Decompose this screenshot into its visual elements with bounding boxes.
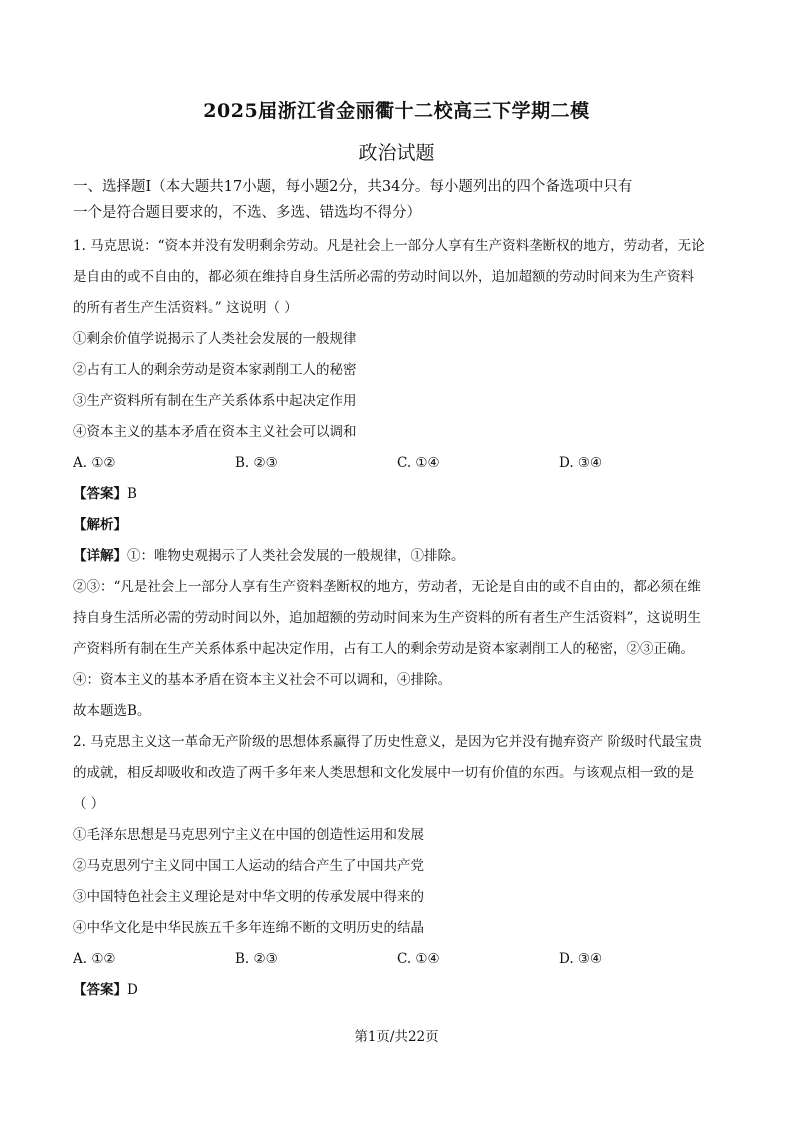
- q1-analysis-label: 【解析】: [73, 517, 127, 533]
- q1-answer-label: 【答案】: [73, 486, 127, 502]
- document-content: [73, 174, 725, 1001]
- q2-statement-2: ②马克思列宁主义同中国工人运动的结合产生了中国共产党: [73, 858, 424, 874]
- q1-detail-line-1: ①：唯物史观揭示了人类社会发展的一般规律，①排除。: [127, 548, 465, 564]
- q2-statement-3: ③中国特色社会主义理论是对中华文明的传承发展中得来的: [73, 889, 424, 905]
- document-title: 2025届浙江省金丽衢十二校高三下学期二模: [203, 100, 590, 122]
- q2-stem-line-2: 的成就，相反却吸收和改造了两千多年来人类思想和文化发展中一切有价值的东西。与该观点相一致的是: [73, 765, 694, 781]
- q1-detail-line-6: 故本题选B。: [73, 703, 151, 719]
- q2-option-a: A. ①②: [73, 951, 116, 967]
- q2-stem-line-1: 2. 马克思主义这一革命无产阶级的思想体系赢得了历史性意义，是因为它并没有抛弃资产 阶级时代最宝贵: [73, 734, 702, 750]
- q1-detail-label: 【详解】: [73, 548, 127, 564]
- q1-stem-line-2: 是自由的或不自由的，都必须在维持自身生活所必需的劳动时间以外，追加超额的劳动时间来为生产资料: [73, 269, 694, 285]
- q1-statement-2: ②占有工人的剩余劳动是资本家剥削工人的秘密: [73, 362, 357, 378]
- q2-answer-value: D: [127, 982, 138, 998]
- q2-option-b: B. ②③: [235, 951, 278, 967]
- q1-statement-1: ①剩余价值学说揭示了人类社会发展的一般规律: [73, 331, 357, 347]
- q1-detail-line-2: ②③：“凡是社会上一部分人享有生产资料垄断权的地方，劳动者，无论是自由的或不自由的，都必须在维: [73, 579, 701, 595]
- q1-statement-3: ③生产资料所有制在生产关系体系中起决定作用: [73, 393, 357, 409]
- page-footer: 第1页/共22页: [354, 1029, 439, 1045]
- q2-stem-line-3: （ ）: [73, 796, 105, 812]
- q1-detail-line-5: ④：资本主义的基本矛盾在资本主义社会不可以调和，④排除。: [73, 672, 451, 688]
- q1-option-d: D. ③④: [559, 455, 603, 471]
- q1-detail-line-3: 持自身生活所必需的劳动时间以外，追加超额的劳动时间来为生产资料的所有者生产生活资料”，这说明生: [73, 610, 701, 626]
- q2-statement-1: ①毛泽东思想是马克思列宁主义在中国的创造性运用和发展: [73, 827, 424, 843]
- section-header-line-2: 一个是符合题目要求的，不选、多选、错选均不得分）: [73, 205, 421, 221]
- q2-option-d: D. ③④: [559, 951, 603, 967]
- q1-statement-4: ④资本主义的基本矛盾在资本主义社会可以调和: [73, 424, 357, 440]
- q2-option-c: C. ①④: [397, 951, 440, 967]
- document-subtitle: 政治试题: [358, 142, 435, 164]
- q2-answer-label: 【答案】: [73, 982, 127, 998]
- q1-stem-line-3: 的所有者生产生活资料。” 这说明（ ）: [73, 300, 298, 316]
- q1-answer-row: [73, 483, 725, 505]
- q1-options: [73, 452, 725, 474]
- section-header-line-1: 一、选择题Ⅰ（本大题共17小题，每小题2分，共34分。每小题列出的四个备选项中只有: [73, 179, 633, 195]
- q2-options: [73, 948, 725, 970]
- q1-detail-row-1: [73, 545, 725, 567]
- q2-statement-4: ④中华文化是中华民族五千多年连绵不断的文明历史的结晶: [73, 920, 424, 936]
- q1-detail-line-4: 产资料所有制在生产关系体系中起决定作用，占有工人的剩余劳动是资本家剥削工人的秘密，②③正确。: [73, 641, 694, 657]
- q1-option-b: B. ②③: [235, 455, 278, 471]
- q2-answer-row: [73, 979, 725, 1001]
- q1-option-a: A. ①②: [73, 455, 116, 471]
- q1-stem-line-1: 1. 马克思说：“资本并没有发明剩余劳动。凡是社会上一部分人享有生产资料垄断权的地方，劳动者，无论: [73, 238, 705, 254]
- q1-answer-value: B: [127, 486, 137, 502]
- q1-option-c: C. ①④: [397, 455, 440, 471]
